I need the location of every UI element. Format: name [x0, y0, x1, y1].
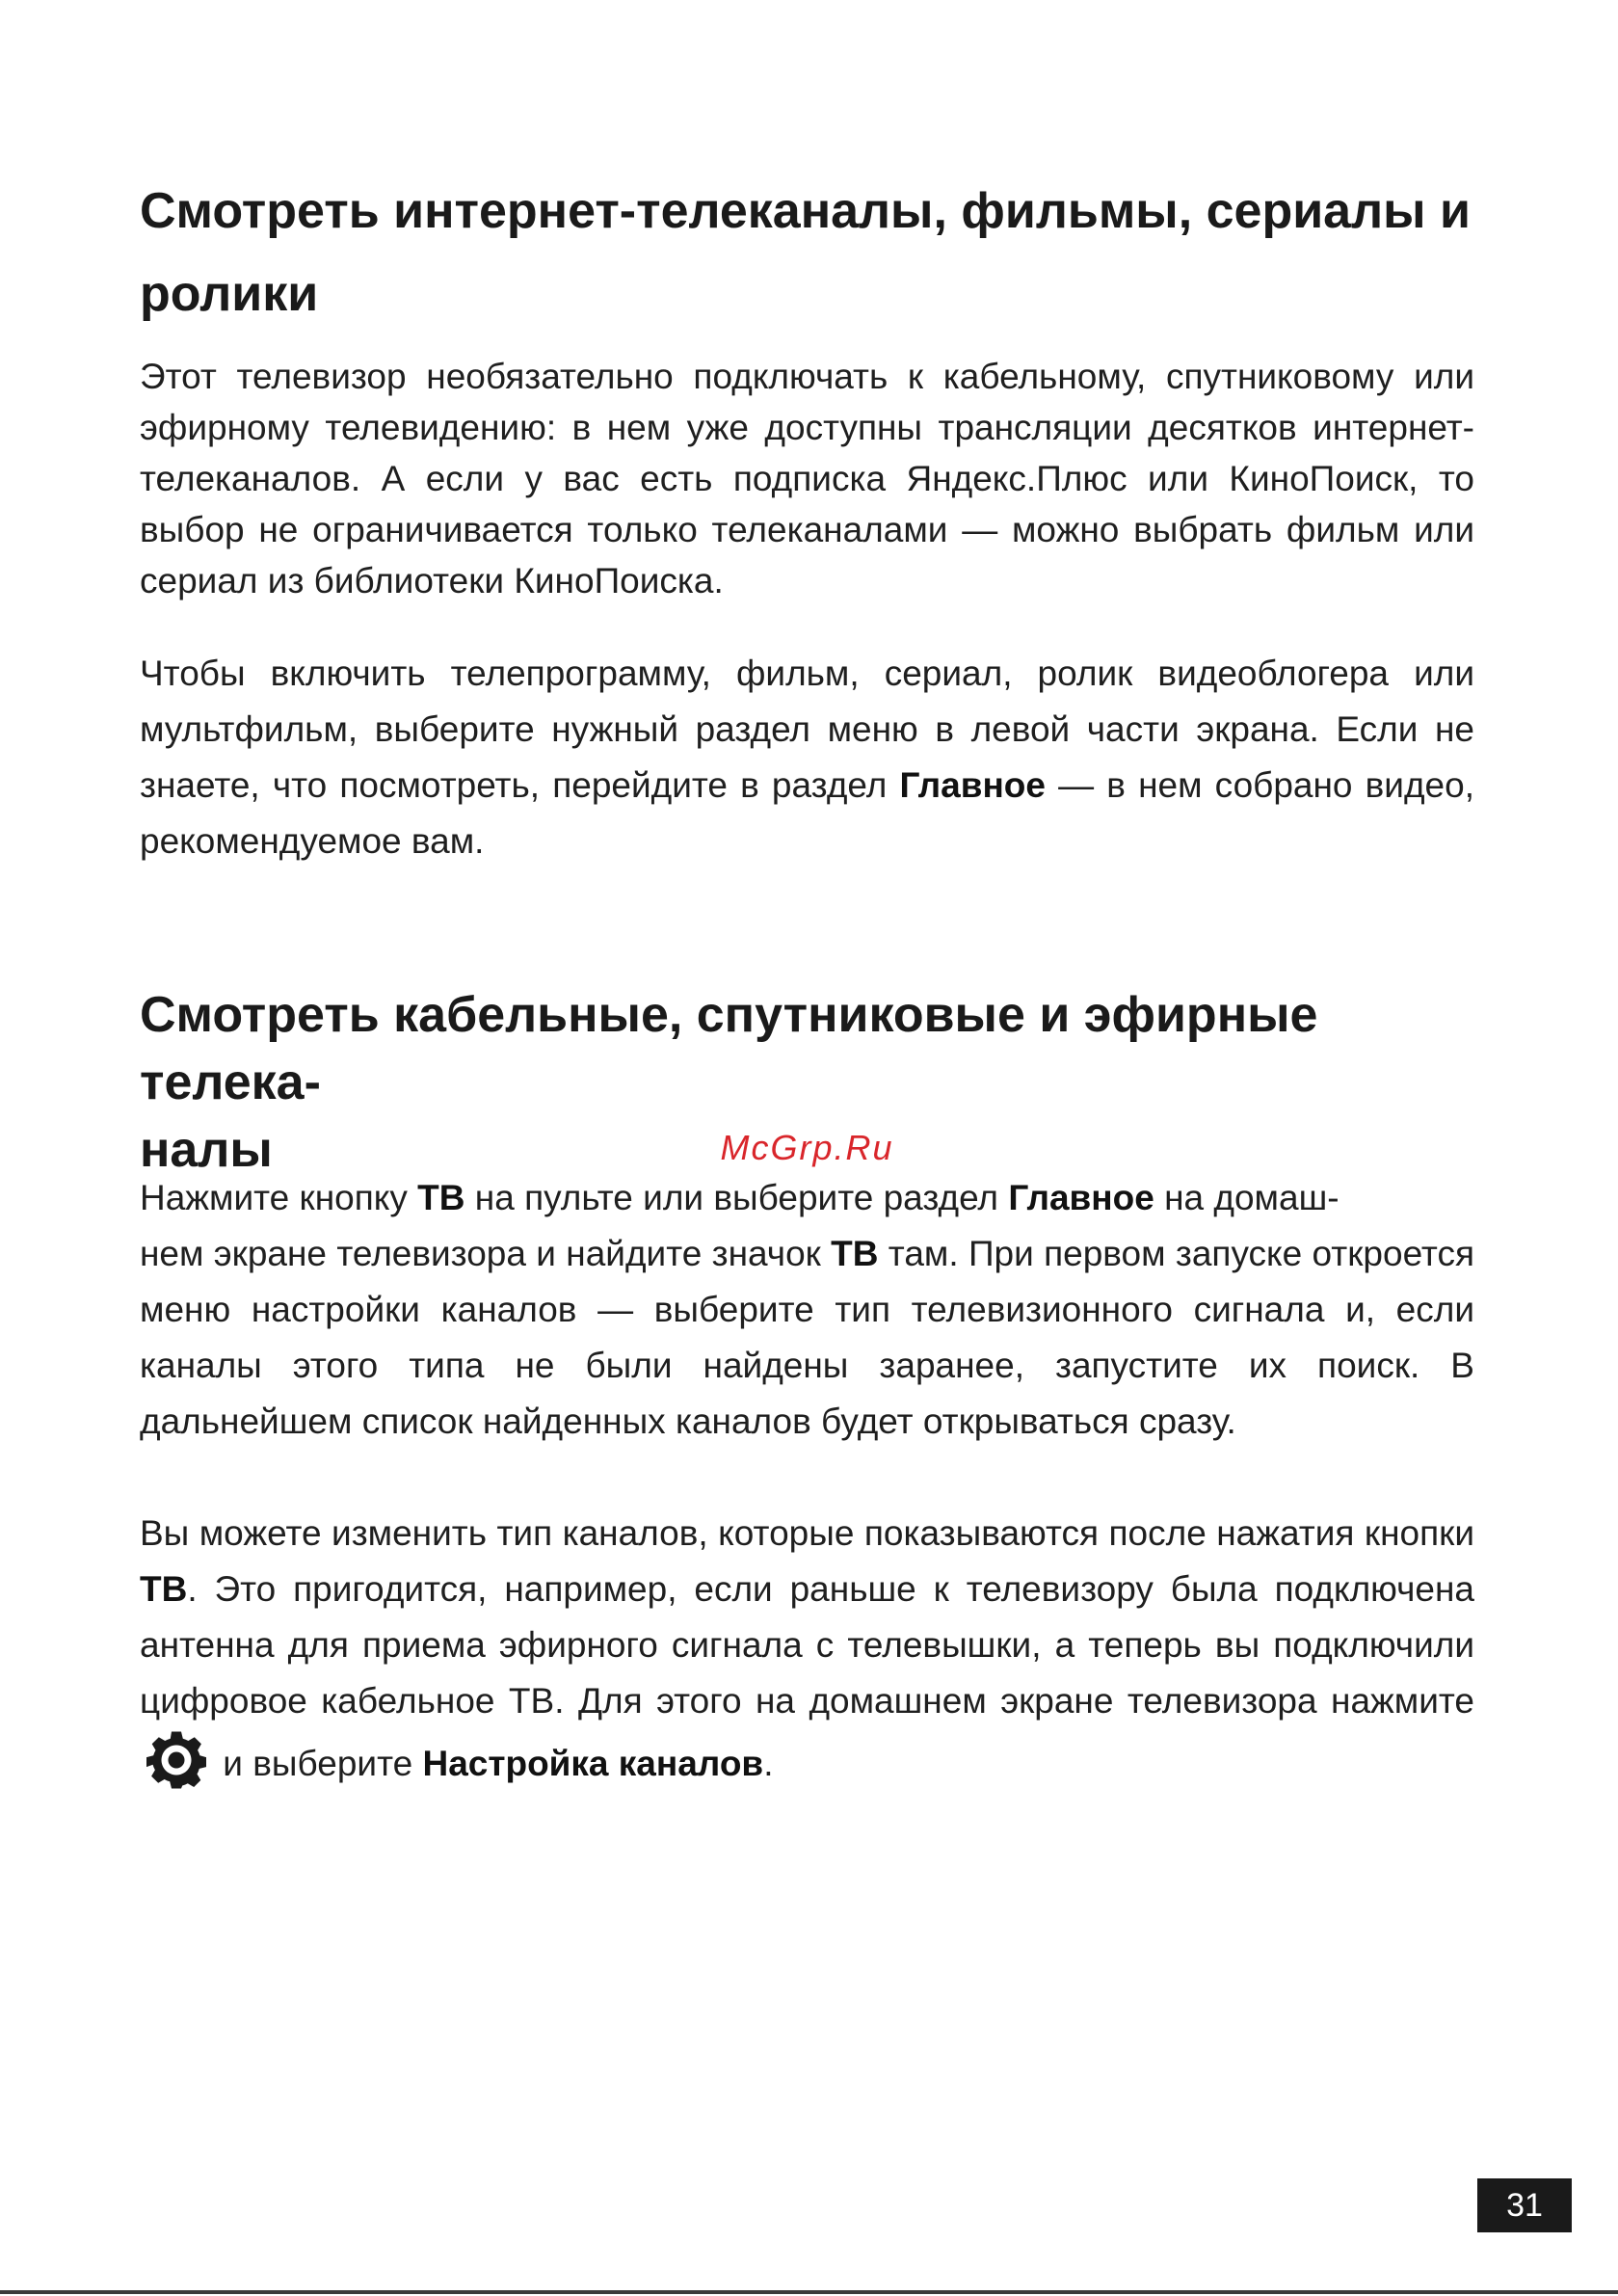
- bold-term-tv: ТВ: [417, 1178, 465, 1217]
- text-run: и выберите: [213, 1744, 423, 1783]
- text-run: .: [763, 1744, 774, 1783]
- text-run: на домаш- нем экране телевизора и найдите значок: [140, 1178, 1339, 1273]
- text-run: . Это пригодится, например, если раньше к телевизору была подключена антенна для приема эфирного сигнала с телевышки, а теперь вы подключили цифровое кабельное ТВ. Для этого на домашнем экране телевизора нажмите: [140, 1569, 1474, 1721]
- bold-term-tv: ТВ: [140, 1569, 188, 1609]
- bottom-divider: [0, 2290, 1618, 2294]
- text-run: Нажмите кнопку: [140, 1178, 418, 1217]
- watermark: McGrp.Ru: [720, 1128, 894, 1167]
- text-run: на пульте или выберите раздел: [464, 1178, 1009, 1217]
- bold-term-channel-setup: Настройка каналов: [422, 1744, 764, 1783]
- bold-term-main: Главное: [1008, 1178, 1154, 1217]
- paragraph-tv-button: [140, 1170, 1474, 1450]
- bold-term-main: Главное: [899, 765, 1046, 805]
- text-run: — в нем собрано видео, рекомендуемое вам.: [140, 765, 1474, 861]
- paragraph-internet-tv-intro: Этот телевизор необязательно подключать к кабельному, спутниковому или эфирному телевидению: в нем уже доступны трансляции десятков интернет-телеканалов. А если у вас есть подписка Яндекс.Плюс или КиноПоиск, то выбор не ограничивается только телеканалами — можно выбрать фильм или сериал из библиотеки КиноПоиска.: [140, 357, 1474, 601]
- bold-term-tv: ТВ: [831, 1234, 879, 1273]
- paragraph-change-channel-type: [140, 1506, 1474, 1792]
- text-run: Вы можете изменить тип каналов, которые показываются после нажатия кнопки: [140, 1513, 1474, 1553]
- title-line: Смотреть кабельные, спутниковые и эфирные телека- налы: [140, 987, 1318, 1178]
- text-run: Чтобы включить телепрограмму, фильм, сериал, ролик видеоблогера или мультфильм, выберите нужный раздел меню в левой части экрана. Если не знаете, что посмотреть, перейдите в раздел: [140, 654, 1474, 805]
- text-run: там. При первом запуске откроется меню настройки каналов — выберите тип телевизионного сигнала и, если каналы этого типа не были найдены заранее, запустите их поиск. В дальнейшем список найденных каналов будет открываться сразу.: [140, 1234, 1474, 1441]
- section-title-internet-tv: Смотреть интернет-телеканалы, фильмы, сериалы и ролики: [140, 183, 1471, 322]
- gear-icon: [146, 1729, 207, 1791]
- paragraph-choose-section: [140, 646, 1474, 869]
- page-number: 31: [1477, 2178, 1572, 2232]
